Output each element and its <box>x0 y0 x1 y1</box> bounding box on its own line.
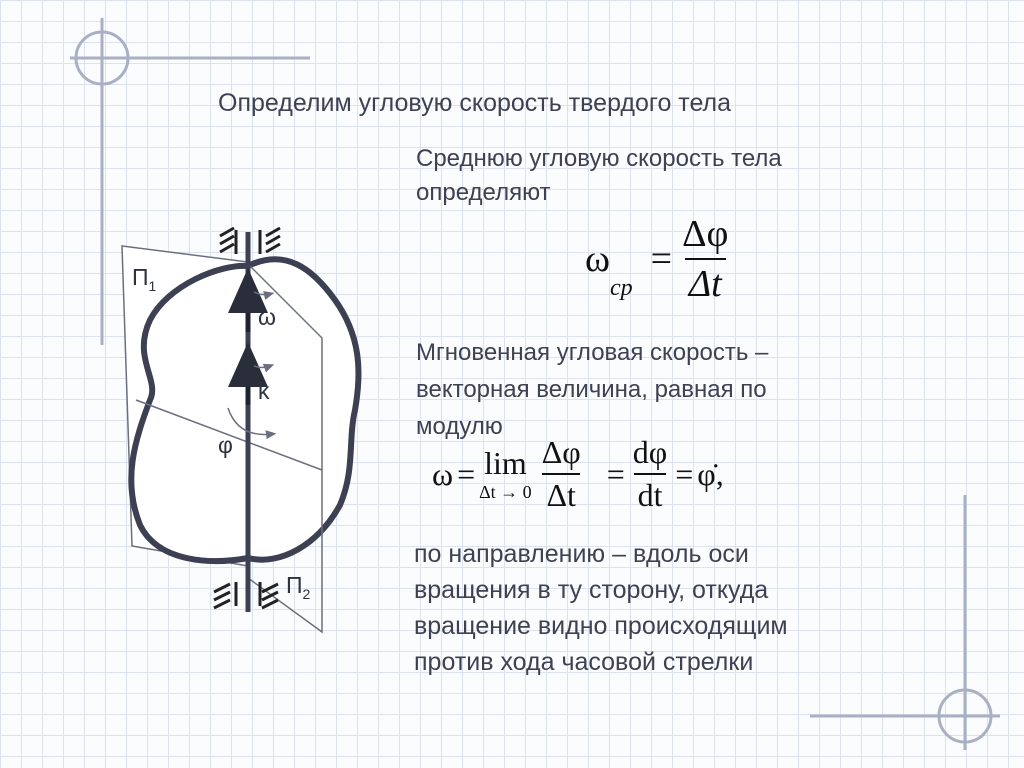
dir-text-line-1: по направлению – вдоль оси <box>414 540 749 568</box>
avg-text-line-2: определяют <box>416 179 551 206</box>
formula-equals: = <box>650 238 673 280</box>
inst-equals-1: = <box>457 455 476 492</box>
inst-comma: , <box>715 455 724 492</box>
limit-word: lim <box>484 445 527 481</box>
phi-label: φ <box>218 432 233 458</box>
omega-label: ω <box>258 304 276 330</box>
dir-text-line-4: против хода часовой стрелки <box>414 648 754 676</box>
formula-fraction <box>678 212 732 306</box>
inst-text-line-3: модулю <box>416 413 503 440</box>
plane-p2-label: $П_2$ <box>286 572 311 602</box>
inst-text-line-2: векторная величина, равная по <box>416 376 767 403</box>
inst-fraction-1-denominator: Δt <box>542 473 579 514</box>
inst-fraction-2-denominator: dt <box>634 473 667 514</box>
inst-velocity-formula <box>432 434 724 514</box>
rigid-body-outline <box>131 259 358 561</box>
limit-subscript: Δt → 0 <box>479 482 532 502</box>
fraction-numerator: Δφ <box>682 213 729 255</box>
formula-omega: ω <box>585 238 611 280</box>
avg-velocity-formula <box>585 212 732 306</box>
inst-limit <box>479 445 532 503</box>
inst-equals-2: = <box>606 455 625 492</box>
inst-fraction-1 <box>538 434 585 514</box>
fraction-denominator: Δt <box>685 258 726 306</box>
slide-heading: Определим угловую скорость твердого тела <box>218 89 732 117</box>
inst-fraction-2 <box>629 434 671 514</box>
avg-velocity-text <box>416 142 782 210</box>
dir-text-line-2: вращения в ту сторону, откуда <box>414 576 769 604</box>
inst-fraction-2-numerator: dφ <box>632 434 668 470</box>
inst-equals-3: = <box>675 455 694 492</box>
inst-fraction-1-numerator: Δφ <box>541 434 581 470</box>
avg-text-line-1: Среднюю угловую скорость тела <box>416 145 782 172</box>
dir-text-line-3: вращение видно происходящим <box>414 612 788 640</box>
k-label: k <box>258 378 270 404</box>
plane-p1-label: $П_1$ <box>132 264 157 294</box>
inst-text-line-1: Мгновенная угловая скорость – <box>416 339 769 366</box>
inst-phi-dot: φ̇ <box>697 455 716 492</box>
inst-velocity-text <box>416 334 768 445</box>
inst-omega: ω <box>432 455 454 492</box>
direction-text <box>414 536 788 680</box>
formula-sub-cp: cp <box>610 275 633 301</box>
